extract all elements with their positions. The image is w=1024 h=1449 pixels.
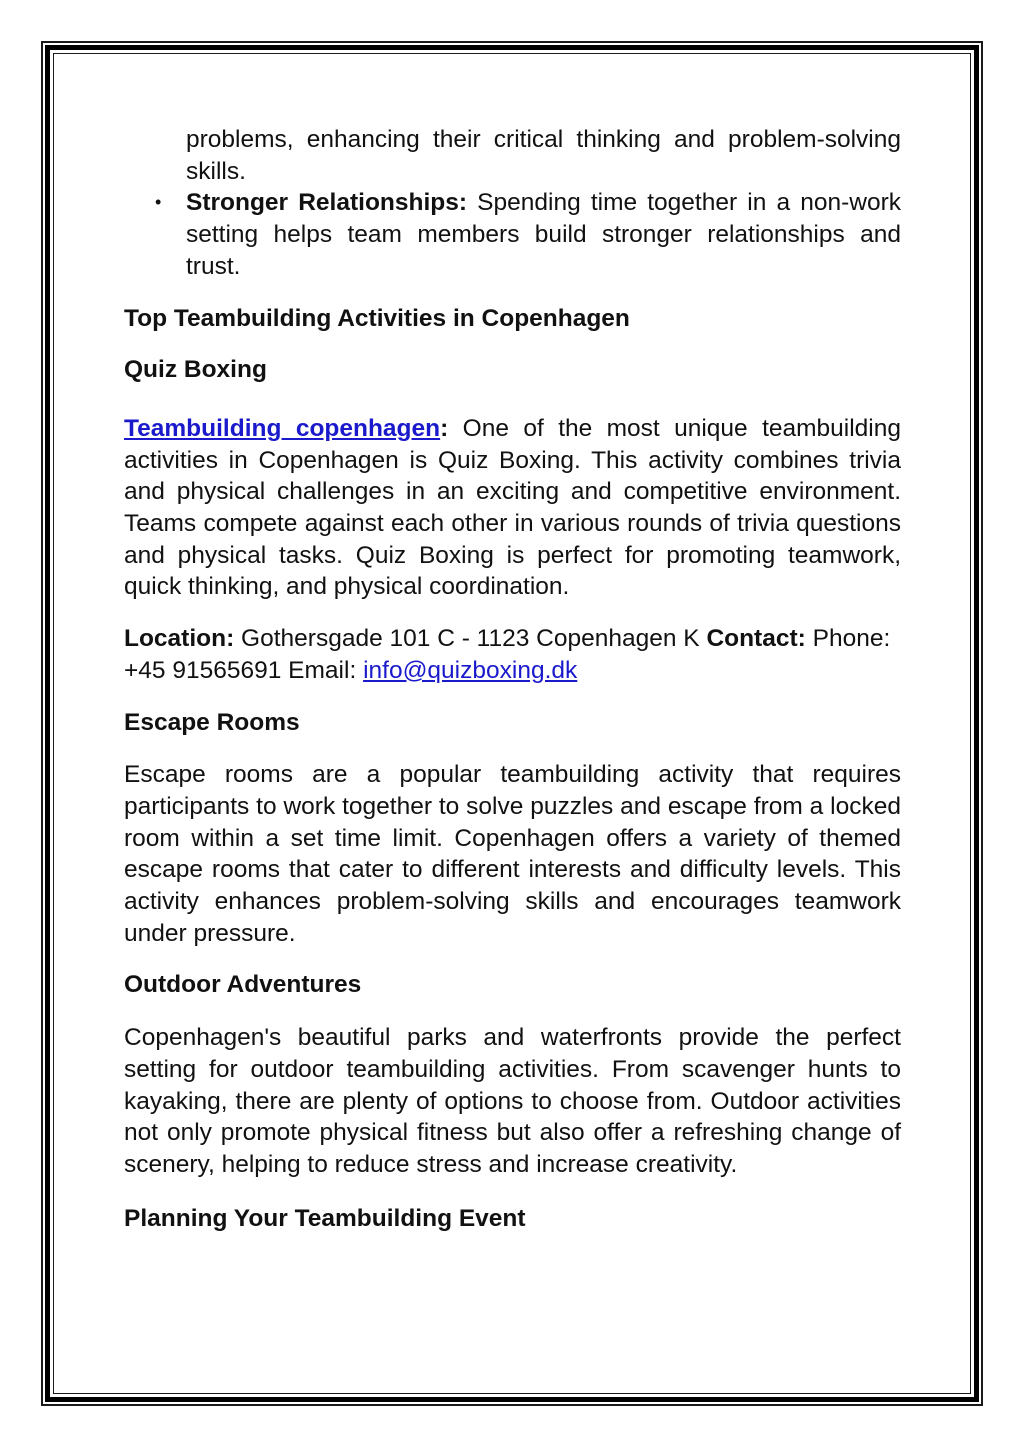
heading-escape-rooms: Escape Rooms	[124, 708, 300, 736]
paragraph-escape-rooms: Escape rooms are a popular teambuilding activity that requires participants to work together to solve puzzles and escape from a locked room within a set time limit. Copenhagen offers a variety of themed escape rooms that cater to different interests and difficulty levels. This activity enhances problem-solving skills and encourages teamwork under pressure.	[124, 761, 901, 947]
bullet-continuation-text: problems, enhancing their critical thinking and problem-solving skills.	[186, 126, 901, 185]
quiz-boxing-description: One of the most unique teambuilding activities in Copenhagen is Quiz Boxing. This activity combines trivia and physical challenges in an exciting and competitive environment. Teams compete against each other in various rounds of trivia questions and physical tasks. Quiz Boxing is perfect for promoting teamwork, quick thinking, and physical coordination.	[124, 414, 901, 601]
link-colon: :	[440, 414, 449, 442]
email-link[interactable]: info@quizboxing.dk	[363, 656, 578, 684]
bullet-icon: •	[155, 192, 162, 213]
bullet-title: Stronger Relationships:	[186, 189, 468, 217]
bullet-text: Spending time together in a non-work setting helps team members build stronger relationships and trust.	[186, 189, 901, 280]
heading-outdoor-adventures: Outdoor Adventures	[124, 971, 362, 999]
location-value: Gothersgade 101 C - 1123 Copenhagen K	[234, 625, 707, 653]
teambuilding-copenhagen-link[interactable]: Teambuilding copenhagen	[124, 414, 441, 442]
location-label: Location:	[124, 625, 235, 653]
document-body	[124, 124, 901, 1234]
paragraph-outdoor-adventures: Copenhagen's beautiful parks and waterfronts provide the perfect setting for outdoor teambuilding activities. From scavenger hunts to kayaking, there are plenty of options to choose from. Outdoor activities not only promote physical fitness but also offer a refreshing change of scenery, helping to reduce stress and increase creativity.	[124, 1024, 901, 1178]
bullet-item-stronger-relationships	[124, 187, 901, 282]
heading-planning-event: Planning Your Teambuilding Event	[124, 1204, 526, 1232]
contact-label: Contact:	[706, 625, 806, 653]
contact-value: Phone: +45 91565691 Email:	[124, 625, 891, 684]
heading-quiz-boxing: Quiz Boxing	[124, 356, 267, 384]
section-heading-top-activities: Top Teambuilding Activities in Copenhagen	[124, 304, 630, 332]
benefits-list	[124, 187, 901, 282]
paragraph-quiz-boxing	[124, 413, 901, 603]
paragraph-location-contact	[124, 623, 901, 686]
